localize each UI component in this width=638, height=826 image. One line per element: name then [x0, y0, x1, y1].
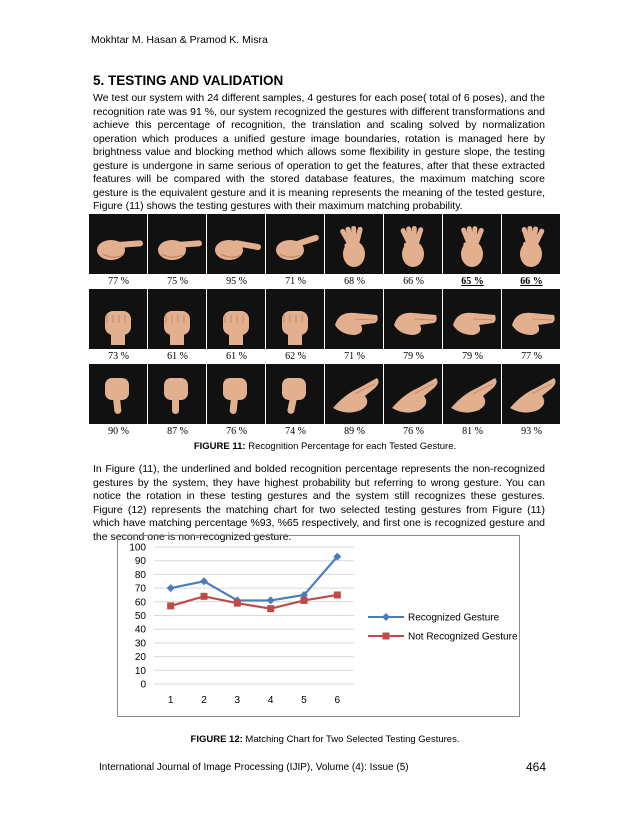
recognition-percentage: 79 % [403, 351, 424, 362]
gesture-image [148, 364, 206, 424]
recognition-percentage: 71 % [285, 276, 306, 287]
percentage-row [89, 349, 561, 364]
y-tick-label: 50 [134, 611, 146, 622]
gesture-image [207, 289, 265, 349]
gesture-image [384, 289, 442, 349]
recognition-percentage: 61 % [226, 351, 247, 362]
hand-icon [148, 289, 206, 349]
gesture-image [384, 364, 442, 424]
hand-palm-shape [460, 226, 484, 267]
figure-12-label: FIGURE 12: [190, 734, 243, 745]
legend-label: Recognized Gesture [408, 612, 500, 624]
hand-icon [266, 289, 324, 349]
hand-icon [325, 289, 383, 349]
figure-11-text: Recognition Percentage for each Tested Gesture. [245, 441, 457, 452]
hand-icon [325, 214, 383, 274]
percentage-row [89, 424, 561, 439]
gesture-image [443, 289, 501, 349]
gesture-image [325, 364, 383, 424]
gesture-image [266, 289, 324, 349]
x-tick-label: 4 [267, 695, 274, 706]
hand-icon [443, 214, 501, 274]
figure-11-label: FIGURE 11: [193, 441, 246, 452]
hand-icon [207, 364, 265, 424]
series-line [171, 557, 338, 601]
gesture-image [502, 289, 560, 349]
hand-flat-shape [394, 313, 437, 335]
recognition-percentage: 61 % [167, 351, 188, 362]
y-tick-label: 100 [129, 542, 146, 554]
recognition-percentage: 71 % [344, 351, 365, 362]
journal-footer: International Journal of Image Processing (IJIP), Volume (4): Issue (5) [99, 762, 409, 773]
hand-icon [148, 364, 206, 424]
gesture-image [443, 364, 501, 424]
gesture-image [325, 214, 383, 274]
recognition-percentage: 68 % [344, 276, 365, 287]
hand-palm-shape [400, 226, 424, 267]
gesture-image [89, 289, 147, 349]
hand-point-shape [276, 234, 320, 260]
hand-fist-shape [105, 311, 131, 345]
data-point [234, 600, 241, 607]
data-point [301, 597, 308, 604]
gesture-image [148, 214, 206, 274]
x-tick-label: 1 [167, 695, 174, 706]
data-point [167, 584, 175, 592]
gesture-image [502, 214, 560, 274]
hand-side-shape [451, 378, 497, 413]
hand-thumbdown-shape [282, 378, 306, 414]
recognition-percentage: 74 % [285, 426, 306, 437]
recognition-percentage: 89 % [344, 426, 365, 437]
y-tick-label: 60 [134, 597, 146, 609]
y-tick-label: 10 [134, 665, 146, 677]
recognition-percentage: 90 % [108, 426, 129, 437]
hand-icon [502, 364, 560, 424]
recognition-percentage: 95 % [226, 276, 247, 287]
hand-flat-shape [453, 313, 496, 335]
hand-icon [384, 214, 442, 274]
recognition-percentage: 73 % [108, 351, 129, 362]
figure-12-caption [89, 734, 561, 745]
x-tick-label: 6 [334, 695, 341, 706]
gesture-image [266, 364, 324, 424]
hand-icon [325, 364, 383, 424]
gesture-image [502, 364, 560, 424]
hand-thumbdown-shape [164, 378, 188, 414]
data-point [334, 591, 341, 598]
hand-icon [384, 364, 442, 424]
gesture-image [207, 214, 265, 274]
gesture-image [443, 214, 501, 274]
y-tick-label: 20 [134, 652, 146, 664]
y-tick-label: 90 [134, 556, 146, 568]
data-point [267, 596, 275, 604]
y-tick-label: 40 [134, 624, 146, 636]
hand-icon [502, 289, 560, 349]
recognition-percentage: 77 % [521, 351, 542, 362]
gesture-image [148, 289, 206, 349]
gesture-image [325, 289, 383, 349]
hand-flat-shape [335, 313, 378, 335]
recognition-percentage: 76 % [403, 426, 424, 437]
gesture-image-row [89, 364, 561, 424]
recognition-percentage: 66 % [403, 276, 424, 287]
y-tick-label: 80 [134, 569, 146, 581]
legend-entry [368, 632, 518, 643]
legend-marker [383, 633, 390, 640]
data-point [201, 593, 208, 600]
gesture-image-row [89, 289, 561, 349]
hand-icon [502, 214, 560, 274]
x-tick-label: 3 [234, 695, 241, 706]
hand-icon [89, 214, 147, 274]
hand-icon [443, 364, 501, 424]
recognition-percentage: 75 % [167, 276, 188, 287]
hand-icon [266, 364, 324, 424]
x-tick-label: 5 [301, 695, 307, 706]
hand-fist-shape [282, 311, 308, 345]
gesture-image [384, 214, 442, 274]
y-tick-label: 30 [134, 638, 146, 650]
paragraph-analysis: In Figure (11), the underlined and bolded recognition percentage represents the non-recognized gestures by the system, they have highest probability but referring to wrong gesture. You can notice the rotation in these testing gestures and the system still recognizes these gestures. Figure (12) represents the matching chart for two selected testing gestures from Figure (11) which have matching percentage %93, %65 respectively, and first one is recognized gesture and the second one is non-recognized gesture. [93, 463, 545, 543]
recognition-percentage: 79 % [462, 351, 483, 362]
gesture-image [266, 214, 324, 274]
percentage-row [89, 274, 561, 289]
hand-icon [266, 214, 324, 274]
hand-icon [89, 364, 147, 424]
hand-fist-shape [164, 311, 190, 345]
gesture-image [89, 214, 147, 274]
hand-point-shape [215, 240, 261, 260]
matching-chart-svg [118, 536, 519, 716]
figure-12-text: Matching Chart for Two Selected Testing Gestures. [242, 734, 460, 745]
legend-entry [368, 613, 500, 624]
non-recognized-percentage: 66 % [520, 276, 543, 287]
legend-label: Not Recognized Gesture [408, 631, 518, 643]
hand-icon [443, 289, 501, 349]
hand-side-shape [392, 378, 438, 413]
figure-11-caption [89, 441, 561, 452]
page-number: 464 [526, 760, 547, 774]
non-recognized-percentage: 65 % [461, 276, 484, 287]
gesture-image [207, 364, 265, 424]
hand-icon [384, 289, 442, 349]
recognition-percentage: 93 % [521, 426, 542, 437]
hand-fist-shape [223, 311, 249, 345]
hand-point-shape [158, 240, 202, 260]
chart-axes [129, 543, 354, 707]
running-header: Mokhtar M. Hasan & Pramod K. Misra [91, 34, 268, 46]
hand-point-shape [97, 240, 143, 260]
hand-icon [89, 289, 147, 349]
recognition-percentage: 76 % [226, 426, 247, 437]
hand-side-shape [333, 378, 379, 413]
hand-palm-shape [339, 226, 365, 267]
recognition-percentage: 77 % [108, 276, 129, 287]
hand-side-shape [510, 378, 556, 413]
hand-icon [148, 214, 206, 274]
hand-icon [207, 214, 265, 274]
gesture-image-row [89, 214, 561, 274]
recognition-percentage: 87 % [167, 426, 188, 437]
x-tick-label: 2 [201, 695, 207, 706]
recognition-percentage: 81 % [462, 426, 483, 437]
hand-palm-shape [520, 226, 545, 267]
data-point [167, 602, 174, 609]
legend-marker [382, 613, 390, 621]
hand-flat-shape [512, 313, 555, 335]
hand-thumbdown-shape [105, 378, 129, 414]
hand-thumbdown-shape [223, 378, 247, 414]
recognition-percentage: 62 % [285, 351, 306, 362]
figure-12-chart [117, 535, 520, 717]
data-point [267, 605, 274, 612]
paragraph-testing: We test our system with 24 different samples, 4 gestures for each pose( total of 6 poses), and the recognition rate was 91 %, our system recognized the gestures with different transformations and achieve this percentage of recognition, the translation and scaling solved by normalization operation which produces a unified gesture image boundaries, rotation is managed here by brightness value and blocking method which allows some flexibility in gesture slope, the testing gesture is undergone in same serious of operation to get the features, after that these extracted features will be compared with the stored database features, the maximum matching score gesture is the equivalent gesture and it is meaning represents the meaning of the tested gesture, Figure (11) shows the testing gestures with their maximum matching probability. [93, 92, 545, 212]
y-tick-label: 0 [140, 679, 146, 691]
figure-11-gesture-grid [89, 214, 561, 439]
hand-icon [207, 289, 265, 349]
gesture-image [89, 364, 147, 424]
section-title: 5. TESTING AND VALIDATION [93, 73, 284, 88]
y-tick-label: 70 [134, 583, 146, 595]
